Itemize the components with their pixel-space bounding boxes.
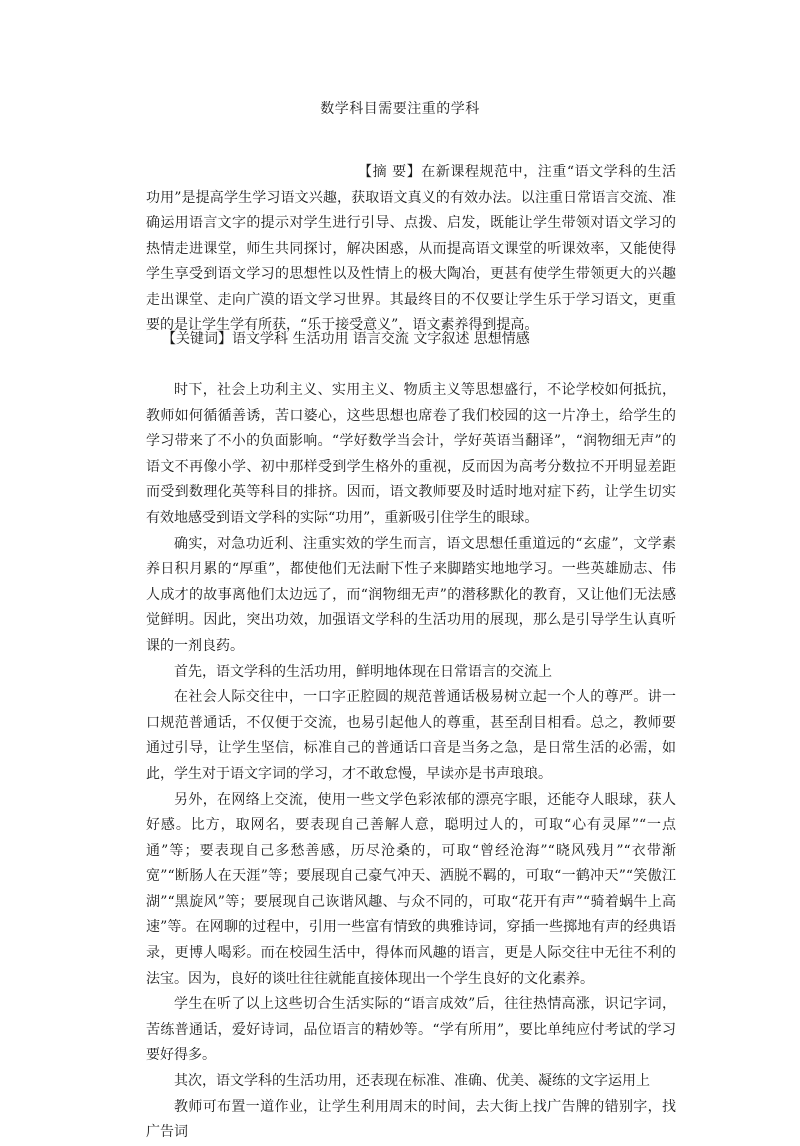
body-paragraph: 确实，对急功近利、注重实效的学生而言，语文思想任重道远的“玄虚”，文学素养日积月累的“厚重”，都使他们无法耐下性子来脚踏实地地学习。一些英雄励志、伟人成才的故事离他们太边远了，而“润物细无声”的潜移默化的教育，又让他们无法感觉鲜明。因此，突出功效，加强语文学科的生活功用的展现，那么是引导学生认真听课的一剂良药。 [146,535,676,654]
body-paragraph: 学生在听了以上这些切合生活实际的“语言成效”后，往往热情高涨，识记字词，苦练普通话，爱好诗词，品位语言的精妙等。“学有所用”，要比单纯应付考试的学习要好得多。 [146,996,676,1064]
section-heading: 其次，语文学科的生活功用，还表现在标准、准确、优美、凝练的文字运用上 [174,1073,650,1090]
keywords-line: 【关键词】语文学科 生活功用 语言交流 文字叙述 思想情感 [162,331,530,347]
section-heading: 首先，语文学科的生活功用，鲜明地体现在日常语言的交流上 [174,663,552,680]
body-paragraph: 在社会人际交往中，一口字正腔圆的规范普通话极易树立起一个人的尊严。讲一口规范普通话，不仅便于交流，也易引起他人的尊重，甚至刮目相看。总之，教师要通过引导，让学生坚信，标准自己的普通话口音是当务之急，是日常生活的必需，如此，学生对于语文字词的学习，才不敢怠慢，早读亦是书声琅琅。 [146,689,676,782]
body-paragraph: 另外，在网络上交流，使用一些文学色彩浓郁的漂亮字眼，还能夺人眼球，获人好感。比方，取网名，要表现自己善解人意，聪明过人的，可取“心有灵犀”“一点通”等；要表现自己多愁善感，历尽沧桑的，可取“曾经沧海”“晓风残月”“衣带渐宽”“断肠人在天涯”等；要展现自己豪气冲天、洒脱不羁的，可取“一鹤冲天”“笑傲江湖”“黑旋风”等；要展现自己诙谐风趣、与众不同的，可取“花开有声”“骑着蜗牛上高速”等。在网聊的过程中，引用一些富有情致的典雅诗词，穿插一些掷地有声的经典语录，更博人喝彩。而在校园生活中，得体而风趣的语言，更是人际交往中无往不利的法宝。因为，良好的谈吐往往就能直接体现出一个学生良好的文化素养。 [146,791,676,987]
document-title: 数学科目需要注重的学科 [320,101,480,117]
abstract-paragraph: 【摘 要】在新课程规范中，注重“语文学科的生活功用”是提高学生学习语文兴趣，获取语文真义的有效办法。以注重日常语言交流、准确运用语言文字的提示对学生进行引导、点拨、启发，既能让学生带领对语文学习的热情走进课堂，师生共同探讨，解决困惑，从而提高语文课堂的听课效率，又能使得学生享受到语文学习的思想性以及性情上的极大陶冶，更甚有使学生带领更大的兴趣走出课堂、走向广漠的语文学习世界。其最终目的不仅要让学生乐于学习语文，更重要的是让学生学有所获，“乐于接受意义”，语文素养得到提高。 [146,164,676,333]
body-paragraph: 时下，社会上功利主义、实用主义、物质主义等思想盛行，不论学校如何抵抗，教师如何循循善诱，苦口婆心，这些思想也席卷了我们校园的这一片净土，给学生的学习带来了不小的负面影响。“学好数学当会计，学好英语当翻译”，“润物细无声”的语文不再像小学、初中那样受到学生格外的重视，反而因为高考分数拉不开明显差距而受到数理化英等科目的排挤。因而，语文教师要及时适时地对症下药，让学生切实有效地感受到语文学科的实际“功用”，重新吸引住学生的眼球。 [146,382,676,526]
body-text [146,378,676,1146]
body-paragraph: 教师可布置一道作业，让学生利用周末的时间，去大街上找广告牌的错别字，找广告词 [146,1098,676,1141]
